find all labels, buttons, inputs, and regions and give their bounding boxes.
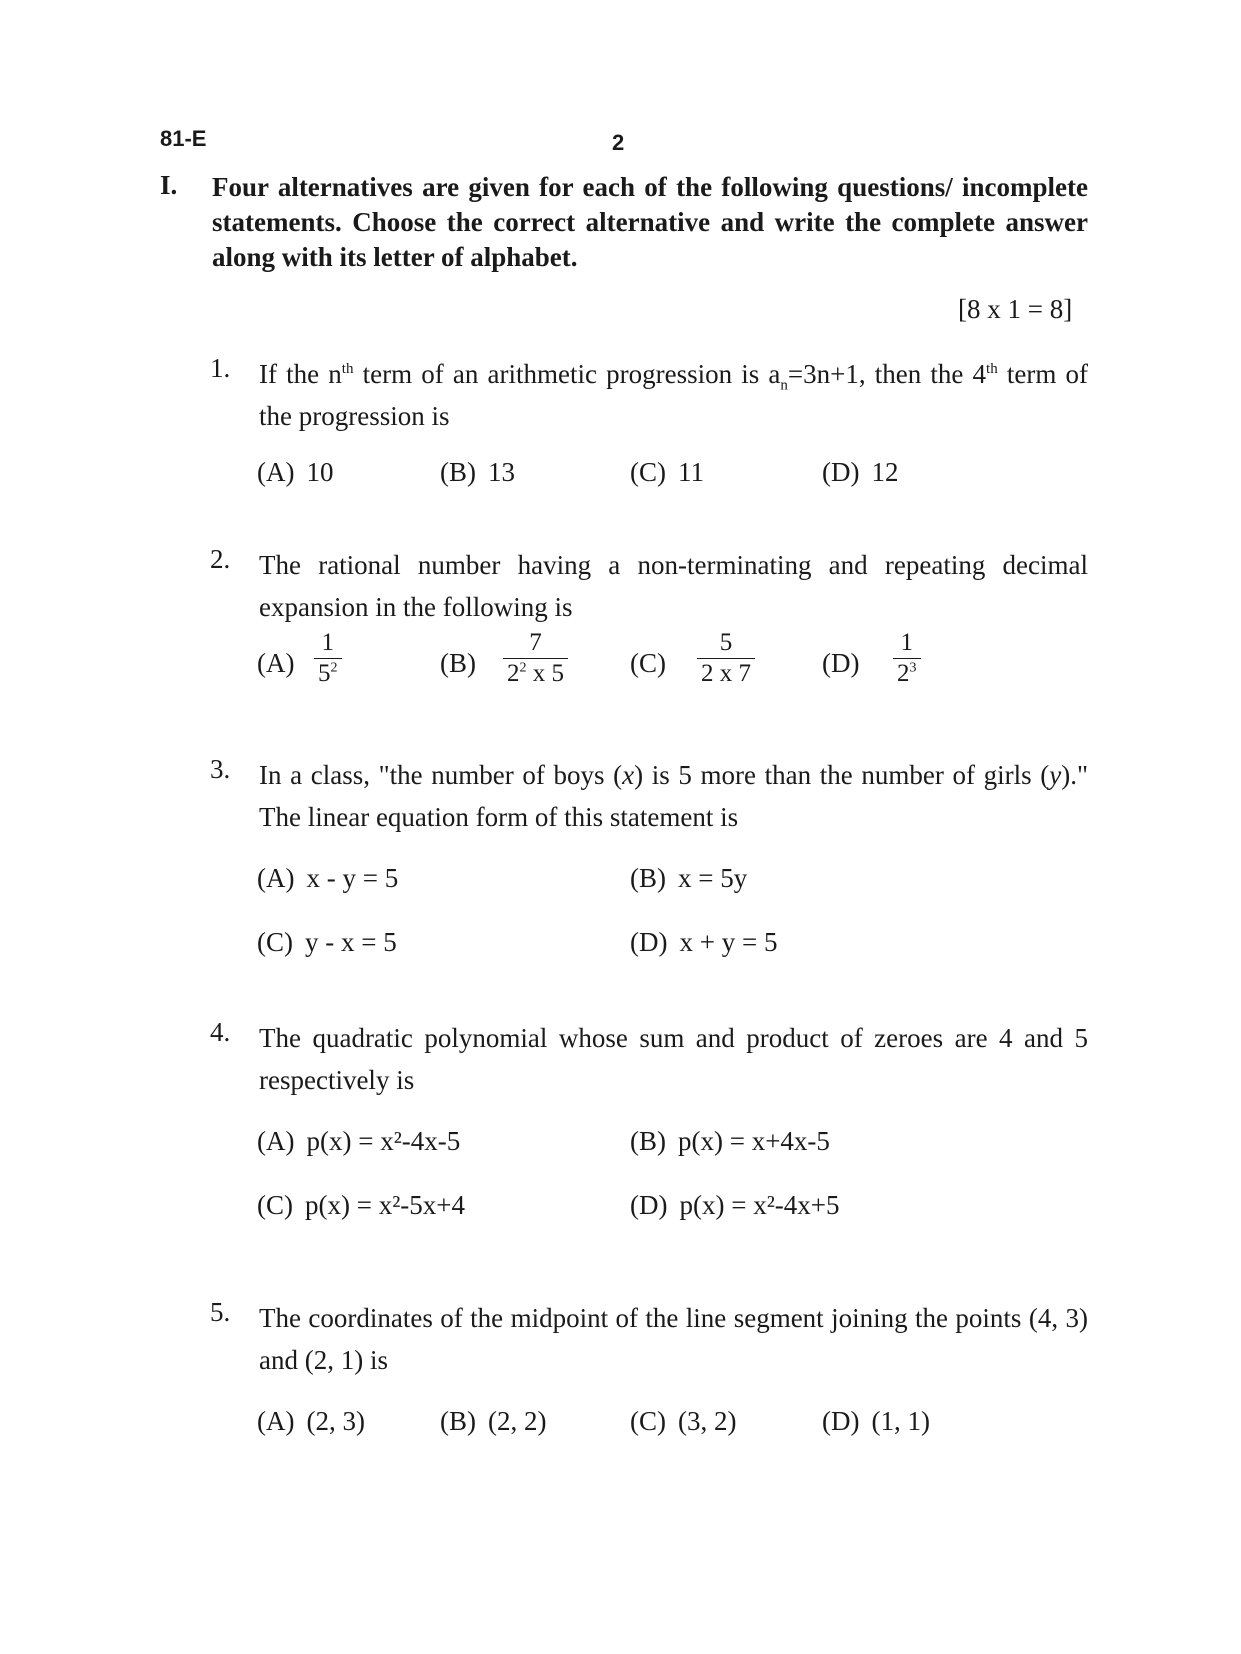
question-text: The coordinates of the midpoint of the line segment joining the points (4, 3) and (2, 1) is xyxy=(259,1303,1088,1375)
section-marks: [8 x 1 = 8] xyxy=(958,294,1073,324)
question-text: In a class, "the number of boys (x) is 5 more than the number of girls (y)." The linear equation form of this statement is xyxy=(259,760,1088,832)
section-instruction: Four alternatives are given for each of the following questions/ incomplete statements. Choose the correct alternative and write the complete answer along with its letter of alphabet. xyxy=(212,172,1088,272)
option-b: (B) (2, 2) xyxy=(440,1406,547,1436)
question-text: If the $n^{th}$ term of an arithmetic progression is $a_n=3n+1$, then the 4th term of the progression is xyxy=(259,359,1088,431)
option-a: (A) x - y = 5 xyxy=(257,863,399,893)
option-b-fraction: $\frac{7}{2^2 x 5}$ xyxy=(503,628,568,689)
option-d: (D) (1, 1) xyxy=(822,1406,930,1436)
option-c: (C) 11 xyxy=(630,457,704,487)
option-b: (B) p(x) = x+4x-5 xyxy=(630,1126,830,1156)
question-number: 4. xyxy=(210,1017,231,1047)
option-d: (D) 12 xyxy=(822,457,899,487)
paper-code: 81-E xyxy=(160,126,207,151)
page-number: 2 xyxy=(612,130,625,155)
option-b: (B) x = 5y xyxy=(630,863,748,893)
option-d-fraction: $\frac{1}{2^3}$ xyxy=(893,628,921,689)
option-a: (A) (2, 3) xyxy=(257,1406,365,1436)
option-d-label: (D) xyxy=(822,648,860,678)
question-number: 1. xyxy=(210,353,231,383)
option-c: (C) p(x) = x²-5x+4 xyxy=(257,1190,466,1220)
option-a: (A) 10 xyxy=(257,457,334,487)
option-d: (D) x + y = 5 xyxy=(630,927,778,957)
option-d: (D) p(x) = x²-4x+5 xyxy=(630,1190,840,1220)
option-a-fraction: $\frac{1}{5^2}$ xyxy=(314,628,342,689)
section-numeral: I. xyxy=(160,170,178,200)
question-text: The rational number having a non-terminating and repeating decimal expansion in the following is xyxy=(259,550,1088,622)
option-c: (C) y - x = 5 xyxy=(257,927,397,957)
question-number: 3. xyxy=(210,754,231,784)
option-c: (C) (3, 2) xyxy=(630,1406,737,1436)
question-number: 5. xyxy=(210,1297,231,1327)
option-c-label: (C) xyxy=(630,648,666,678)
option-c-fraction: $\frac{5}{2 x 7}$ xyxy=(697,628,755,689)
question-text: The quadratic polynomial whose sum and product of zeroes are 4 and 5 respectively is xyxy=(259,1023,1088,1095)
option-b: (B) 13 xyxy=(440,457,515,487)
option-a: (A) p(x) = x²-4x-5 xyxy=(257,1126,461,1156)
option-b-label: (B) xyxy=(440,648,476,678)
question-number: 2. xyxy=(210,544,231,574)
option-a-label: (A) xyxy=(257,648,295,678)
